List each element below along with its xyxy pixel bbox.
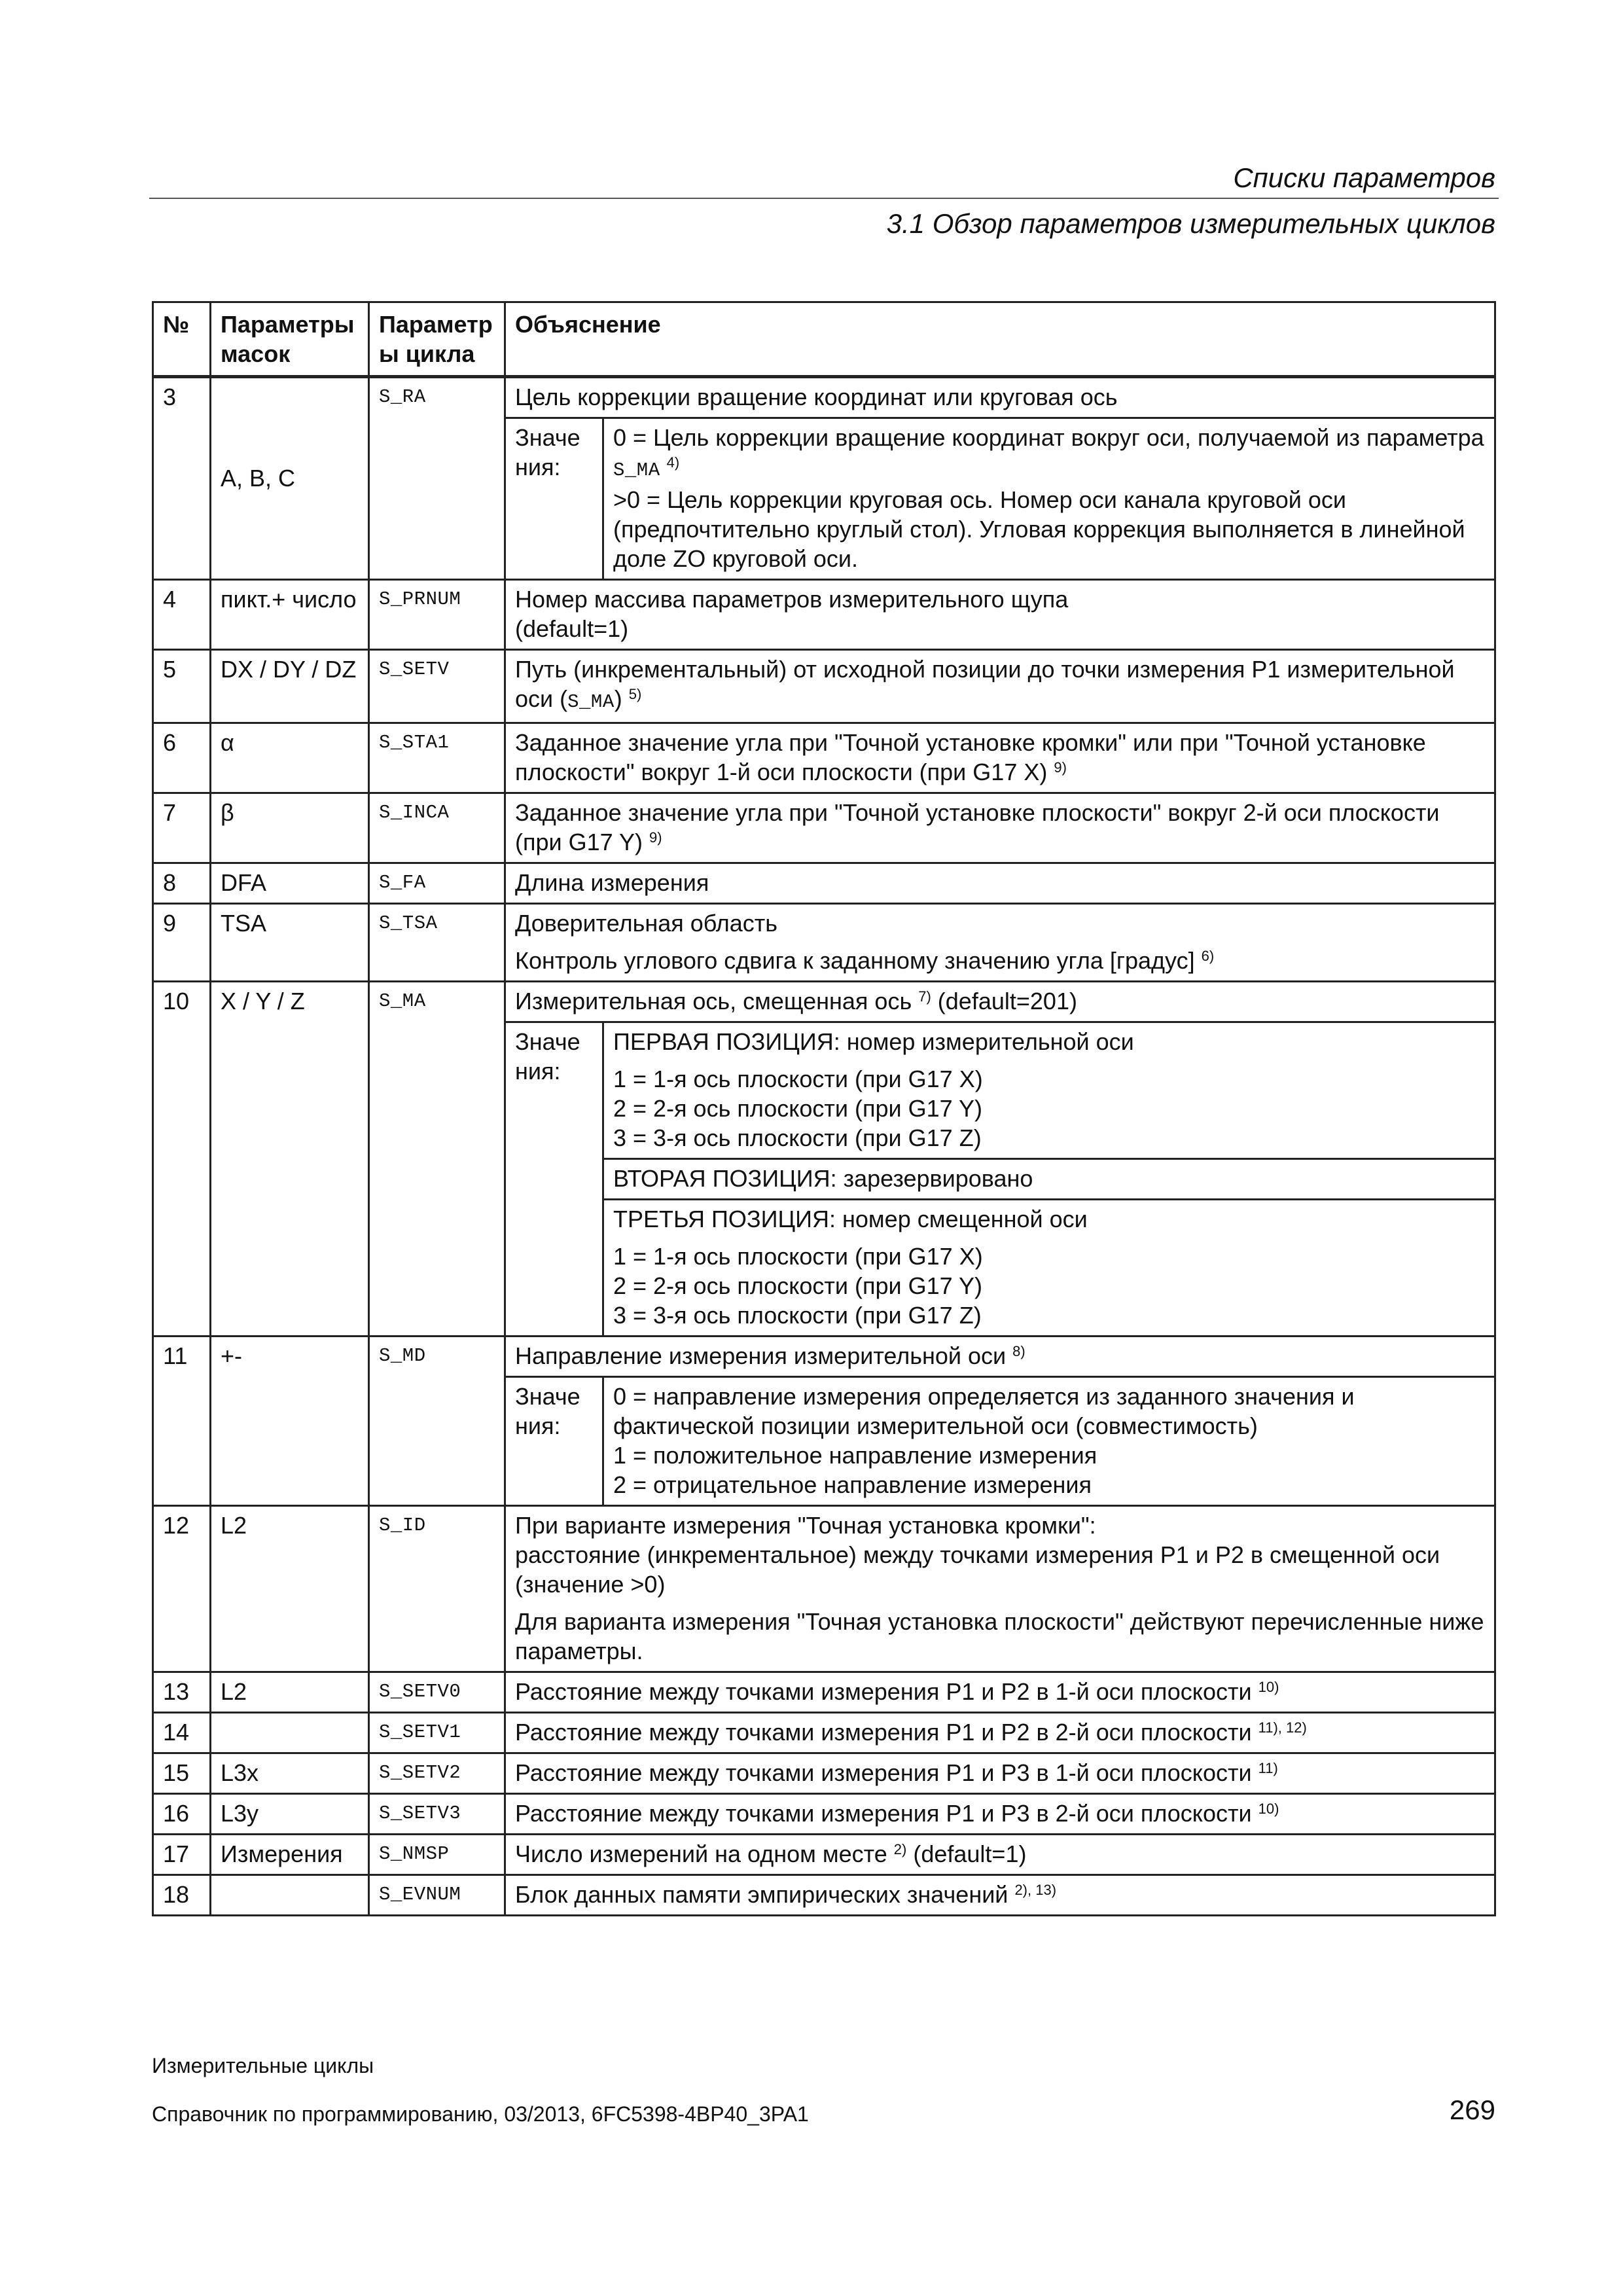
position-title: ПЕРВАЯ ПОЗИЦИЯ: номер измерительной оси (613, 1028, 1134, 1055)
row-mask: DFA (211, 863, 369, 904)
row-num: 7 (153, 793, 211, 863)
row-cycle: S_TSA (369, 904, 505, 982)
footnote-ref: 4) (666, 454, 680, 471)
position-title: ТРЕТЬЯ ПОЗИЦИЯ: номер смещенной оси (613, 1206, 1088, 1232)
explanation-tail: (default=1) (913, 1840, 1027, 1867)
row-explanation (505, 1835, 1495, 1875)
values-label: Значе ния: (505, 1377, 603, 1506)
values-text: ВТОРАЯ ПОЗИЦИЯ: зарезервировано (603, 1159, 1495, 1200)
explanation-text: Блок данных памяти эмпирических значений (515, 1881, 1008, 1908)
row-cycle: S_INCA (369, 793, 505, 863)
explanation-line: (default=1) (515, 615, 629, 642)
section-title: Списки параметров (1233, 162, 1495, 193)
row-mask: A, B, C (211, 377, 369, 580)
row-num: 9 (153, 904, 211, 982)
row-explanation (505, 650, 1495, 723)
explanation-tail: (default=201) (937, 988, 1077, 1014)
values-text (603, 1200, 1495, 1336)
row-explanation (505, 1672, 1495, 1713)
header-num: № (153, 302, 211, 377)
row-explanation (505, 1753, 1495, 1794)
footnote-ref: 9) (649, 829, 662, 846)
footer-reference: Справочник по программированию, 03/2013, 6FC5398-4BP40_3PA1 (152, 2102, 809, 2126)
footnote-ref: 9) (1054, 759, 1067, 776)
page-number: 269 (1449, 2094, 1495, 2125)
row-cycle: S_SETV0 (369, 1672, 505, 1713)
table-row (153, 1713, 1495, 1753)
row-cycle: S_STA1 (369, 723, 505, 793)
row-mask (211, 1875, 369, 1916)
explanation-line: При варианте измерения "Точная установка кромки": (515, 1512, 1096, 1539)
row-explanation (505, 1506, 1495, 1672)
explanation-text: Заданное значение угла при "Точной установке кромки" или при "Точной установке плоскости" вокруг 1-й оси плоскости (при G17 X) (515, 729, 1426, 785)
explanation-line: Для варианта измерения "Точная установка плоскости" действуют перечисленные ниже параметры. (515, 1608, 1484, 1664)
table-row (153, 982, 1495, 1022)
header-explanation: Объяснение (505, 302, 1495, 377)
value-line: 3 = 3-я ось плоскости (при G17 Z) (613, 1302, 982, 1329)
explanation-tail: ) (614, 685, 622, 712)
row-explanation: Длина измерения (505, 863, 1495, 904)
row-explanation (505, 1336, 1495, 1377)
row-cycle: S_EVNUM (369, 1875, 505, 1916)
row-mask: DX / DY / DZ (211, 650, 369, 723)
table-row (153, 904, 1495, 982)
row-mask: X / Y / Z (211, 982, 369, 1336)
explanation-text: Путь (инкрементальный) от исходной позиции до точки измерения P1 измерительной оси ( (515, 656, 1455, 712)
row-num: 13 (153, 1672, 211, 1713)
row-mask: L2 (211, 1506, 369, 1672)
row-num: 8 (153, 863, 211, 904)
values-label: Значе ния: (505, 418, 603, 580)
table-row (153, 1336, 1495, 1377)
row-explanation (505, 982, 1495, 1022)
row-num: 5 (153, 650, 211, 723)
footnote-ref: 5) (628, 686, 642, 702)
table-row (153, 1794, 1495, 1835)
row-cycle: S_NMSP (369, 1835, 505, 1875)
footnote-ref: 2), 13) (1014, 1882, 1057, 1898)
value-line: 3 = 3-я ось плоскости (при G17 Z) (613, 1124, 982, 1151)
header-mask-params: Параметры масок (211, 302, 369, 377)
parameter-table (152, 301, 1496, 1916)
explanation-text: Измерительная ось, смещенная ось (515, 988, 912, 1014)
table-row (153, 580, 1495, 650)
value-line: 2 = 2-я ось плоскости (при G17 Y) (613, 1095, 983, 1122)
value-line: 0 = Цель коррекции вращение координат вокруг оси, получаемой из параметра (613, 424, 1484, 451)
row-explanation: Цель коррекции вращение координат или круговая ось (505, 377, 1495, 418)
explanation-line: Доверительная область (515, 910, 778, 937)
row-num: 18 (153, 1875, 211, 1916)
table-row (153, 1506, 1495, 1672)
row-cycle: S_SETV1 (369, 1713, 505, 1753)
footnote-ref: 2) (893, 1841, 907, 1857)
row-cycle: S_FA (369, 863, 505, 904)
row-num: 4 (153, 580, 211, 650)
values-label: Значе ния: (505, 1022, 603, 1336)
explanation-text: Направление измерения измерительной оси (515, 1342, 1007, 1369)
row-num: 3 (153, 377, 211, 580)
row-mask (211, 1713, 369, 1753)
row-explanation (505, 904, 1495, 982)
row-mask: L3x (211, 1753, 369, 1794)
table-header-row (153, 302, 1495, 377)
row-mask: α (211, 723, 369, 793)
footnote-ref: 7) (918, 988, 931, 1005)
value-line: 2 = отрицательное направление измерения (613, 1471, 1092, 1498)
footnote-ref: 11), 12) (1258, 1719, 1307, 1736)
row-num: 16 (153, 1794, 211, 1835)
row-mask: β (211, 793, 369, 863)
value-line: 0 = направление измерения определяется из заданного значения и фактической позиции измерительной оси (совместимость) (613, 1383, 1355, 1439)
footnote-ref: 10) (1258, 1801, 1279, 1817)
row-mask: Измерения (211, 1835, 369, 1875)
subsection-title: 3.1 Обзор параметров измерительных циклов (886, 208, 1495, 239)
row-mask: пикт.+ число (211, 580, 369, 650)
table-row (153, 1672, 1495, 1713)
table-row (153, 650, 1495, 723)
footnote-ref: 8) (1012, 1343, 1026, 1359)
row-num: 17 (153, 1835, 211, 1875)
explanation-text: Расстояние между точками измерения P1 и P3 в 2-й оси плоскости (515, 1800, 1252, 1827)
value-line: 1 = 1-я ось плоскости (при G17 X) (613, 1066, 983, 1092)
value-line: >0 = Цель коррекции круговая ось. Номер оси канала круговой оси (предпочтительно круглый стол). Угловая коррекция выполняется в линейной доле ZO круговой оси. (613, 486, 1465, 572)
explanation-text: Расстояние между точками измерения P1 и P2 в 2-й оси плоскости (515, 1719, 1252, 1746)
row-cycle: S_SETV2 (369, 1753, 505, 1794)
row-mask: +- (211, 1336, 369, 1506)
footnote-ref: 10) (1258, 1679, 1279, 1695)
row-num: 12 (153, 1506, 211, 1672)
row-explanation (505, 580, 1495, 650)
value-line: 1 = положительное направление измерения (613, 1442, 1097, 1469)
table-row (153, 1875, 1495, 1916)
row-mask: L3y (211, 1794, 369, 1835)
row-mask: L2 (211, 1672, 369, 1713)
row-cycle: S_RA (369, 377, 505, 580)
row-num: 11 (153, 1336, 211, 1506)
row-explanation (505, 1875, 1495, 1916)
row-explanation (505, 723, 1495, 793)
table-row (153, 723, 1495, 793)
explanation-line: Номер массива параметров измерительного щупа (515, 586, 1069, 613)
table-row (153, 377, 1495, 418)
header-cycle-params: Параметр ы цикла (369, 302, 505, 377)
values-text (603, 418, 1495, 580)
values-text (603, 1377, 1495, 1506)
row-explanation (505, 1794, 1495, 1835)
value-line: 1 = 1-я ось плоскости (при G17 X) (613, 1243, 983, 1270)
footnote-ref: 11) (1258, 1760, 1278, 1776)
explanation-line: расстояние (инкрементальное) между точками измерения P1 и P2 в смещенной оси (значение >0) (515, 1541, 1440, 1598)
footer-book-title: Измерительные циклы (152, 2054, 374, 2077)
code-ref: S_MA (567, 691, 615, 713)
row-cycle: S_MD (369, 1336, 505, 1506)
table-row (153, 1753, 1495, 1794)
row-cycle: S_SETV (369, 650, 505, 723)
explanation-line: Контроль углового сдвига к заданному значению угла [градус] (515, 947, 1195, 974)
code-ref: S_MA (613, 459, 660, 481)
table-row (153, 793, 1495, 863)
row-num: 6 (153, 723, 211, 793)
row-explanation (505, 793, 1495, 863)
row-cycle: S_MA (369, 982, 505, 1336)
row-explanation (505, 1713, 1495, 1753)
explanation-text: Заданное значение угла при "Точной установке плоскости" вокруг 2-й оси плоскости (при G17 Y) (515, 799, 1440, 855)
row-mask: TSA (211, 904, 369, 982)
row-num: 15 (153, 1753, 211, 1794)
explanation-text: Расстояние между точками измерения P1 и P2 в 1-й оси плоскости (515, 1678, 1252, 1705)
footnote-ref: 6) (1201, 948, 1215, 964)
value-line: 2 = 2-я ось плоскости (при G17 Y) (613, 1272, 983, 1299)
explanation-text: Число измерений на одном месте (515, 1840, 887, 1867)
table-row (153, 863, 1495, 904)
row-num: 14 (153, 1713, 211, 1753)
row-cycle: S_PRNUM (369, 580, 505, 650)
row-cycle: S_ID (369, 1506, 505, 1672)
row-num: 10 (153, 982, 211, 1336)
header-divider (149, 198, 1499, 199)
explanation-text: Расстояние между точками измерения P1 и P3 в 1-й оси плоскости (515, 1759, 1252, 1786)
values-text (603, 1022, 1495, 1159)
table-row (153, 1835, 1495, 1875)
row-cycle: S_SETV3 (369, 1794, 505, 1835)
